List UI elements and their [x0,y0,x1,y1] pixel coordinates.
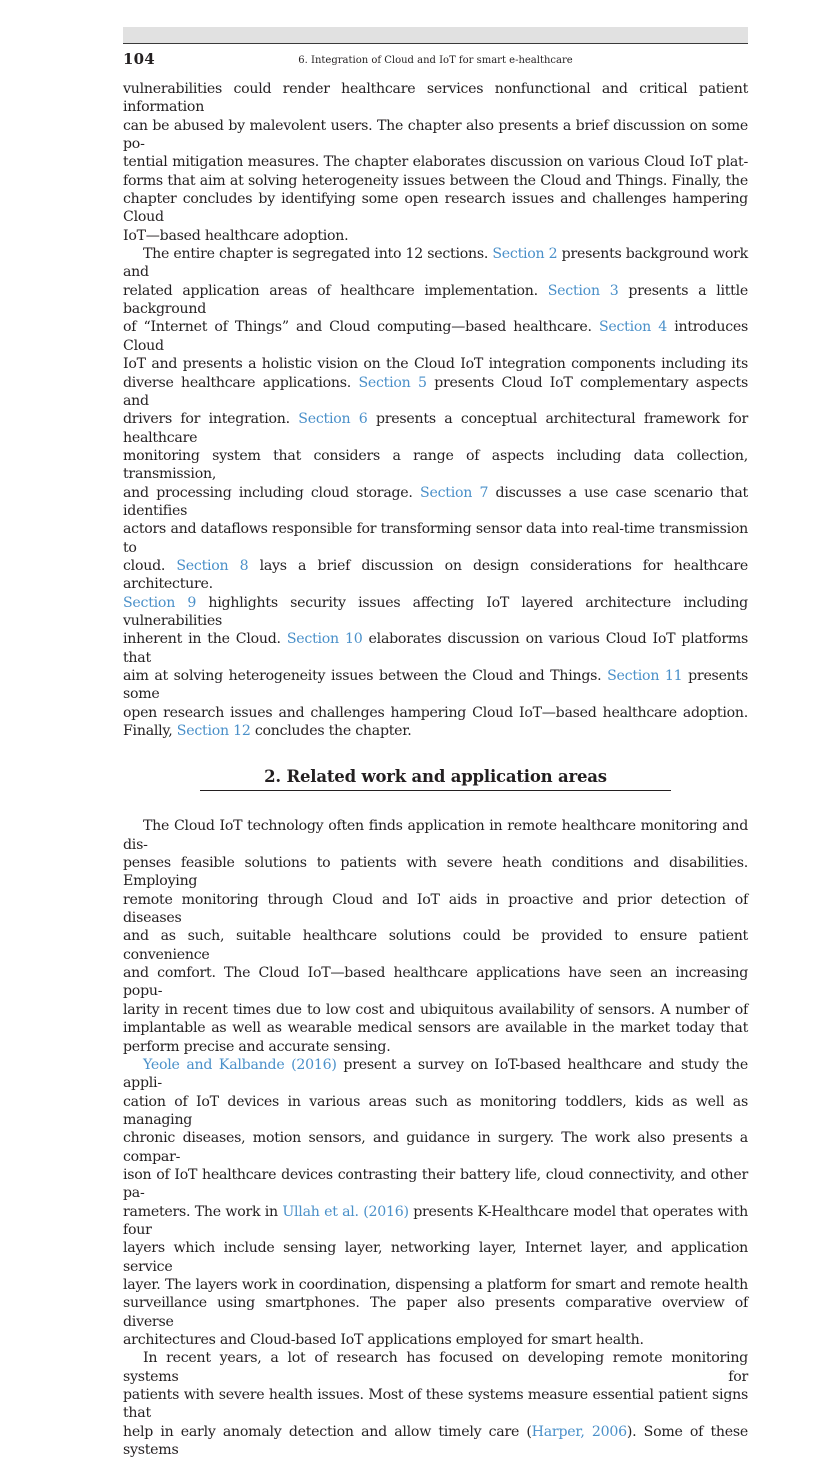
section-heading [123,767,748,791]
text-span: help in early anomaly detection and allow timely care ( [123,1423,532,1440]
text-span: cloud. [123,557,177,574]
link-ullah[interactable]: Ullah et al. (2016) [282,1203,409,1220]
text-line: layer. The layers work in coordination, dispensing a platform for smart and remote health [123,1276,748,1293]
paragraph-intro-continued [123,80,748,245]
text-span: drivers for integration. [123,411,299,428]
link-section-4[interactable]: Section 4 [598,319,667,336]
text-line: In recent years, a lot of research has focused on developing remote monitoring systems for [123,1350,748,1385]
link-harper[interactable]: Harper, 2006 [531,1423,627,1440]
link-section-11[interactable]: Section 11 [607,668,683,684]
text-line: penses feasible solutions to patients with severe heath conditions and disabilities. Employing [123,855,748,890]
body-text [123,80,748,1459]
text-span: presents some [123,668,748,703]
text-span: related application areas of healthcare implementation. [123,282,548,299]
link-section-7[interactable]: Section 7 [420,484,489,501]
text-line: perform precise and accurate sensing. [123,1038,391,1055]
text-span: discusses a use case scenario that identifies [123,484,748,519]
link-section-10[interactable]: Section 10 [286,631,363,648]
section-title: 2. Related work and application areas [200,767,671,791]
text-line [123,722,748,740]
text-span: rameters. The work in [123,1203,283,1220]
link-section-8[interactable]: Section 8 [176,557,249,574]
text-line [123,1056,748,1093]
text-span: presents a little background [123,282,748,318]
paragraph-remote-monitoring [123,1349,748,1459]
text-span: Finally, [123,723,177,740]
text-line [123,282,748,319]
paragraph-survey [123,1056,748,1350]
text-line: and comfort. The Cloud IoT—based healthcare applications have seen an increasing popu- [123,965,748,1000]
text-span: present a survey on IoT-based healthcare and study the appli- [123,1056,748,1092]
running-head: 6. Integration of Cloud and IoT for smart e-healthcare [298,55,573,66]
text-span: diverse healthcare applications. [123,374,359,391]
text-span: lays a brief discussion on design considerations for healthcare architecture. [123,557,748,593]
text-line: monitoring system that considers a range of aspects including data collection, transmission, [123,447,748,483]
text-span: presents a conceptual architectural framework for healthcare [123,411,748,446]
text-line: forms that aim at solving heterogeneity issues between the Cloud and Things. Finally, the [123,172,748,189]
text-line: cation of IoT devices in various areas such as monitoring toddlers, kids as well as managing [123,1093,748,1128]
text-line: The Cloud IoT technology often finds application in remote healthcare monitoring and dis- [123,818,748,853]
paragraph-chapter-outline [123,245,748,740]
text-line: vulnerabilities could render healthcare services nonfunctional and critical patient information [123,81,748,116]
text-span: and processing including cloud storage. [123,484,421,501]
text-line: IoT—based healthcare adoption. [123,227,349,244]
text-line: implantable as well as wearable medical sensors are available in the market today that [123,1020,748,1037]
link-yeole-kalbande[interactable]: Yeole and Kalbande (2016) [143,1056,337,1073]
paragraph-cloud-iot [123,817,748,1055]
text-line [123,484,748,521]
page-number: 104 [123,50,155,68]
text-span: aim at solving heterogeneity issues between the Cloud and Things. [123,668,608,684]
text-line: surveillance using smartphones. The paper also presents comparative overview of diverse [123,1295,748,1330]
text-line [123,318,748,355]
text-span: The entire chapter is segregated into 12 sections. [143,246,493,263]
text-line: IoT and presents a holistic vision on the Cloud IoT integration components including its [123,356,748,373]
text-line [123,245,748,282]
text-line: layers which include sensing layer, networking layer, Internet layer, and application service [123,1240,748,1275]
text-line [123,1203,748,1240]
text-line: ison of IoT healthcare devices contrasting their battery life, cloud connectivity, and other pa- [123,1166,748,1202]
text-span: concludes the chapter. [250,723,412,740]
text-line: larity in recent times due to low cost and ubiquitous availability of sensors. A number of [123,1001,748,1018]
link-section-5[interactable]: Section 5 [358,374,427,391]
link-section-3[interactable]: Section 3 [547,282,619,299]
text-line: tential mitigation measures. The chapter elaborates discussion on various Cloud IoT plat- [123,154,748,171]
text-line: chapter concludes by identifying some open research issues and challenges hampering Cloud [123,191,748,226]
text-span: of “Internet of Things” and Cloud computing—based healthcare. [123,319,599,336]
text-span: presents background work and [123,246,748,281]
header-bar [123,27,748,44]
text-line: chronic diseases, motion sensors, and guidance in surgery. The work also presents a compar- [123,1130,748,1165]
text-line [123,1423,748,1459]
text-line [123,410,748,447]
text-span: highlights security issues affecting IoT layered architecture including vulnerabilities [123,594,748,629]
link-section-2[interactable]: Section 2 [492,246,558,263]
text-line: patients with severe health issues. Most of these systems measure essential patient signs that [123,1387,748,1422]
text-line: actors and dataflows responsible for transforming sensor data into real-time transmission to [123,521,748,556]
text-line [123,557,748,594]
text-line: and as such, suitable healthcare solutions could be provided to ensure patient convenience [123,928,748,963]
text-span: elaborates discussion on various Cloud IoT platforms that [123,631,748,666]
text-line [123,374,748,411]
text-span: presents K-Healthcare model that operates with four [123,1203,748,1238]
text-span: presents Cloud IoT complementary aspects and [123,374,748,409]
text-line: open research issues and challenges hampering Cloud IoT—based healthcare adoption. [123,704,748,721]
text-line: architectures and Cloud-based IoT applications employed for smart health. [123,1332,644,1348]
link-section-6[interactable]: Section 6 [298,411,368,428]
link-section-12[interactable]: Section 12 [176,723,251,740]
text-span: inherent in the Cloud. [123,631,287,648]
text-span: introduces Cloud [123,319,749,354]
text-line [123,594,748,631]
text-line: remote monitoring through Cloud and IoT aids in proactive and prior detection of diseases [123,891,748,927]
link-section-9[interactable]: Section 9 [123,594,197,611]
text-line [123,630,748,667]
text-line [123,667,748,704]
text-line: can be abused by malevolent users. The chapter also presents a brief discussion on some po- [123,117,748,153]
text-span: ). Some of these systems [123,1423,748,1459]
